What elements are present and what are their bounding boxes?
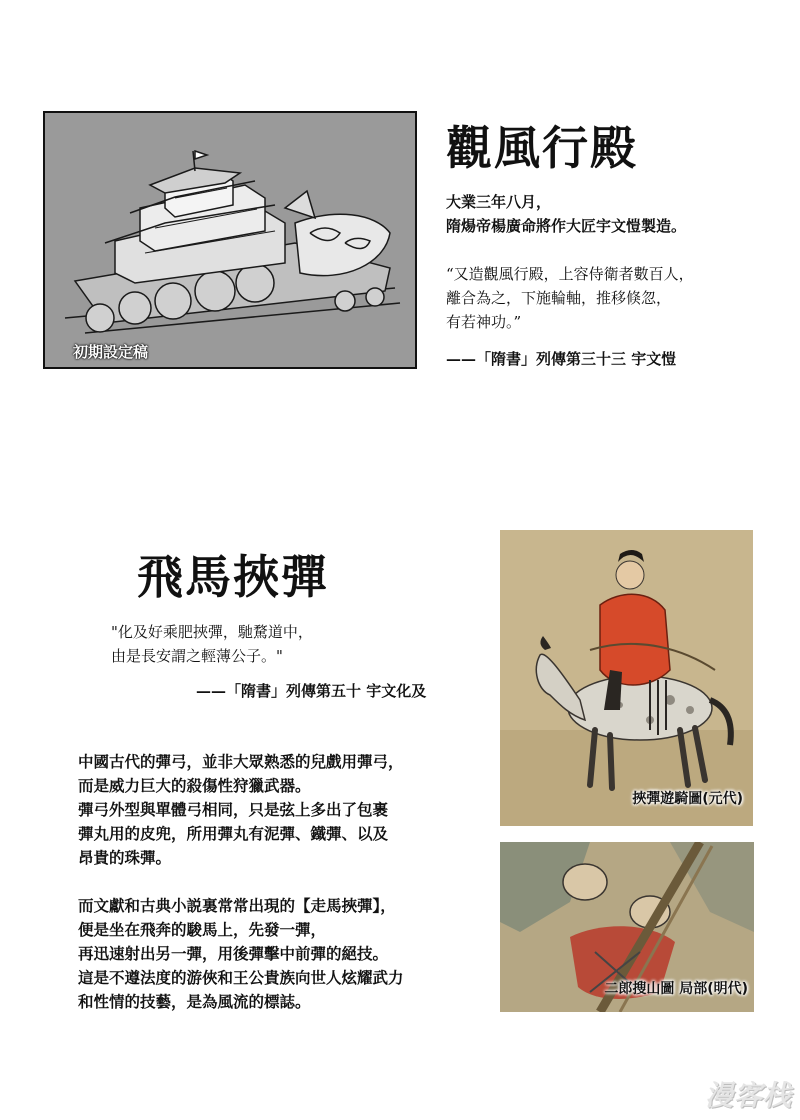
war-carriage-sketch [45,113,417,369]
quote-line: "化及好乘肥挾彈，馳騖道中， [111,623,313,641]
body-line: 中國古代的彈弓，並非大眾熟悉的兒戲用彈弓， [78,753,404,771]
quote-line: 有若神功。” [446,313,522,331]
section2-quote [111,620,313,668]
body-line: 便是坐在飛奔的駿馬上，先發一彈， [78,921,327,939]
sketch-caption: 初期設定稿 [73,343,149,361]
erlang-painting [500,842,754,1012]
section2-body [78,750,498,1014]
intro-line: 隋煬帝楊廣命將作大匠宇文愷製造。 [446,217,687,235]
section1-intro [446,190,686,238]
intro-line: 大業三年八月， [446,193,552,211]
rider-painting-art [500,530,753,826]
body-line: 昂貴的珠彈。 [78,849,172,867]
section2-title: 飛馬挾彈 [137,550,329,604]
body-line: 彈丸用的皮兜，所用彈丸有泥彈、鐵彈、以及 [78,825,389,843]
body-line: 彈弓外型與單體弓相同，只是弦上多出了包裹 [78,801,389,819]
quote-line: 離合為之，下施輪軸，推移倏忽， [446,289,672,307]
watermark-logo: 漫客栈 [704,1079,792,1112]
quote-line: “又造觀風行殿，上容侍衛者數百人， [446,265,694,283]
quote-line: 由是長安謂之輕薄公子。" [111,647,283,665]
painting1-caption: 挾彈遊騎圖(元代) [632,791,743,807]
section1-quote [446,262,694,334]
body-line: 而文獻和古典小説裏常常出現的【走馬挾彈】， [78,897,396,915]
body-line: 而是威力巨大的殺傷性狩獵武器。 [78,777,311,795]
rider-painting [500,530,753,826]
painting2-caption: 二郎搜山圖 局部(明代) [604,981,748,997]
section1-source: ——「隋書」列傳第三十三 宇文愷 [446,350,677,368]
section1-title: 觀風行殿 [446,121,638,175]
body-line: 這是不遵法度的游俠和王公貴族向世人炫耀武力 [78,969,404,987]
sketch-image-frame [43,111,417,369]
body-line: 再迅速射出另一彈，用後彈擊中前彈的絕技。 [78,945,389,963]
body-line: 和性情的技藝，是為風流的標誌。 [78,993,311,1011]
section2-source: ——「隋書」列傳第五十 宇文化及 [196,682,427,700]
